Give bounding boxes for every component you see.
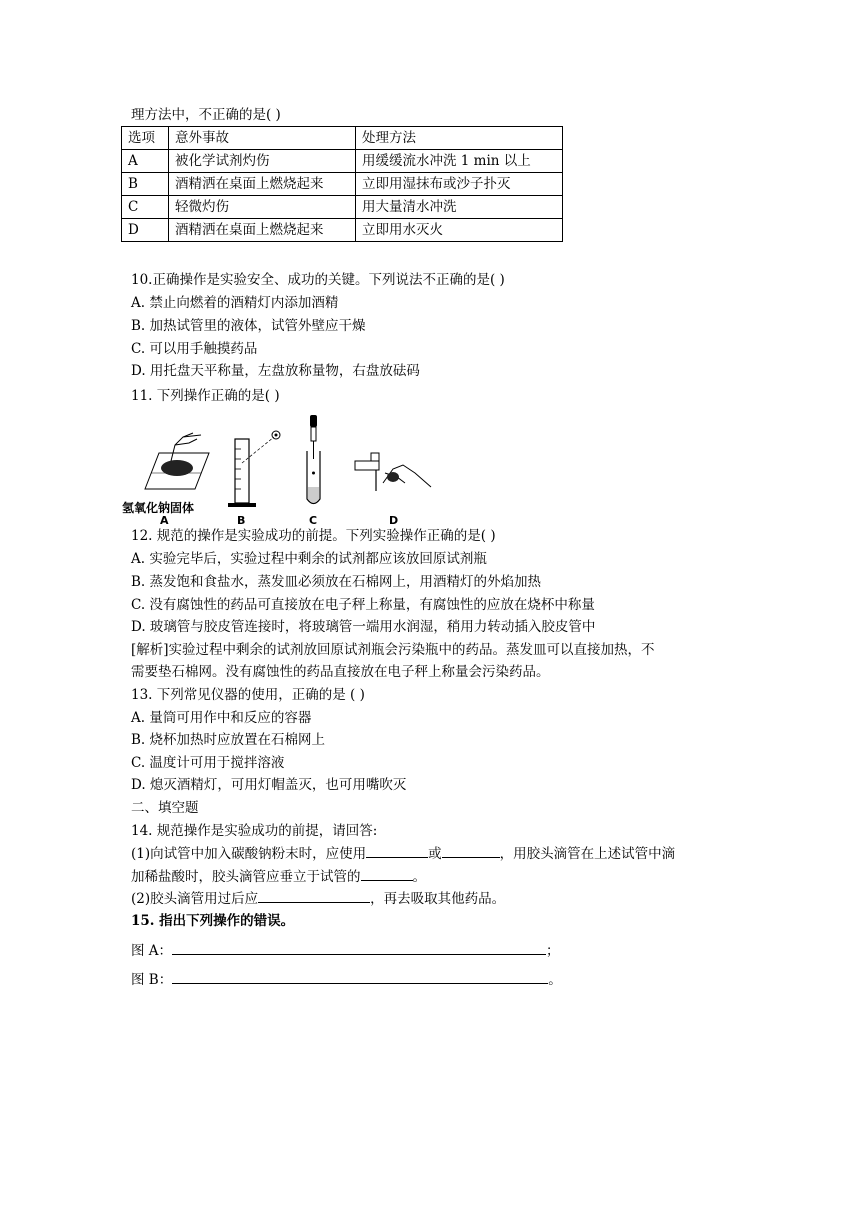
table-cell: B [122,173,169,196]
figure-b-cylinder [228,431,280,507]
q14-text: ，再去吸取其他药品。 [370,891,506,907]
table-row [122,150,563,173]
q12-analysis-line1: [解析]实验过程中剩余的试剂放回原试剂瓶会污染瓶中的药品。蒸发皿可以直接加热，不 [131,642,655,658]
q14-text: (1)向试管中加入碳酸钠粉末时，应使用 [131,846,367,862]
q12-analysis-line2: 需要垫石棉网。没有腐蚀性的药品直接放在电子秤上称量会污染药品。 [131,664,550,680]
answer-blank[interactable] [172,940,546,955]
q12-option-b: B. 蒸发饱和食盐水，蒸发皿必须放在石棉网上，用酒精灯的外焰加热 [131,574,542,590]
q11-stem: 11. 下列操作正确的是( ) [131,388,280,404]
q15-answer-b [131,969,562,990]
q15-label: 图 B： [131,972,173,988]
section-heading: 二、填空题 [131,800,199,816]
q9-stem: 理方法中，不正确的是( ) [131,107,281,123]
table-cell: 轻微灼伤 [169,196,356,219]
table-cell: 立即用湿抹布或沙子扑灭 [356,173,563,196]
q10-stem: 10.正确操作是实验安全、成功的关键。下列说法不正确的是( ) [131,272,505,288]
q14-part1-line1 [131,843,675,864]
q12-option-a: A. 实验完毕后，实验过程中剩余的试剂都应该放回原试剂瓶 [131,551,487,567]
table-row [122,173,563,196]
table-header-cell: 意外事故 [169,127,356,150]
figure-a-caption: 氢氧化钠固体 [122,501,195,515]
accident-table [121,126,563,242]
table-cell: D [122,219,169,242]
q14-part1-line2 [131,866,426,887]
q15-label: 图 A： [131,943,173,959]
answer-blank[interactable] [366,843,428,858]
table-header-cell: 选项 [122,127,169,150]
figure-label-a: A [160,514,169,527]
q15-punct: 。 [548,972,562,988]
table-cell: 被化学试剂灼伤 [169,150,356,173]
table-cell: C [122,196,169,219]
figure-label-b: B [237,514,246,527]
q14-text: 加稀盐酸时，胶头滴管应垂立于试管的 [131,869,361,885]
q12-option-d: D. 玻璃管与胶皮管连接时，将玻璃管一端用水润湿，稍用力转动插入胶皮管中 [131,619,596,635]
q12-option-c: C. 没有腐蚀性的药品可直接放在电子秤上称量，有腐蚀性的应放在烧杯中称量 [131,597,595,613]
table-cell: 用大量清水冲洗 [356,196,563,219]
table-cell: A [122,150,169,173]
q14-stem: 14. 规范操作是实验成功的前提，请回答: [131,823,378,839]
answer-blank[interactable] [258,888,370,903]
q10-option-c: C. 可以用手触摸药品 [131,341,258,357]
table-header-cell: 处理方法 [356,127,563,150]
q13-option-c: C. 温度计可用于搅拌溶液 [131,755,285,771]
q10-option-a: A. 禁止向燃着的酒精灯内添加酒精 [131,295,339,311]
q14-text: 。 [412,869,426,885]
figure-c-dropper [307,415,320,504]
q15-stem: 15. 指出下列操作的错误。 [131,913,295,929]
q14-text: ，用胶头滴管在上述试管中滴 [499,846,676,862]
q13-stem: 13. 下列常见仪器的使用，正确的是 ( ) [131,687,365,703]
table-header-row [122,127,563,150]
q14-part2 [131,888,505,909]
table-cell: 酒精洒在桌面上燃烧起来 [169,173,356,196]
table-row [122,219,563,242]
table-cell: 立即用水灭火 [356,219,563,242]
q15-answer-a [131,940,560,961]
answer-blank[interactable] [172,969,548,984]
table-cell: 用缓缓流水冲洗 1 min 以上 [356,150,563,173]
answer-blank[interactable] [442,843,500,858]
q13-option-b: B. 烧杯加热时应放置在石棉网上 [131,732,326,748]
figure-a-weighing [145,433,209,489]
answer-blank[interactable] [361,866,413,881]
q11-figure [122,413,441,528]
q14-text: (2)胶头滴管用过后应 [131,891,259,907]
q13-option-d: D. 熄灭酒精灯，可用灯帽盖灭，也可用嘴吹灭 [131,777,407,793]
q10-option-b: B. 加热试管里的液体，试管外壁应干燥 [131,318,366,334]
q13-option-a: A. 量筒可用作中和反应的容器 [131,710,312,726]
table-row [122,196,563,219]
figure-label-c: C [309,514,318,527]
figure-label-d: D [389,514,399,527]
q12-stem: 12. 规范的操作是实验成功的前提。下列实验操作正确的是( ) [131,528,496,544]
figure-d-hand [355,453,431,491]
q10-option-d: D. 用托盘天平称量，左盘放称量物，右盘放砝码 [131,363,420,379]
q15-punct: ； [546,943,560,959]
table-cell: 酒精洒在桌面上燃烧起来 [169,219,356,242]
q14-text: 或 [428,846,442,862]
